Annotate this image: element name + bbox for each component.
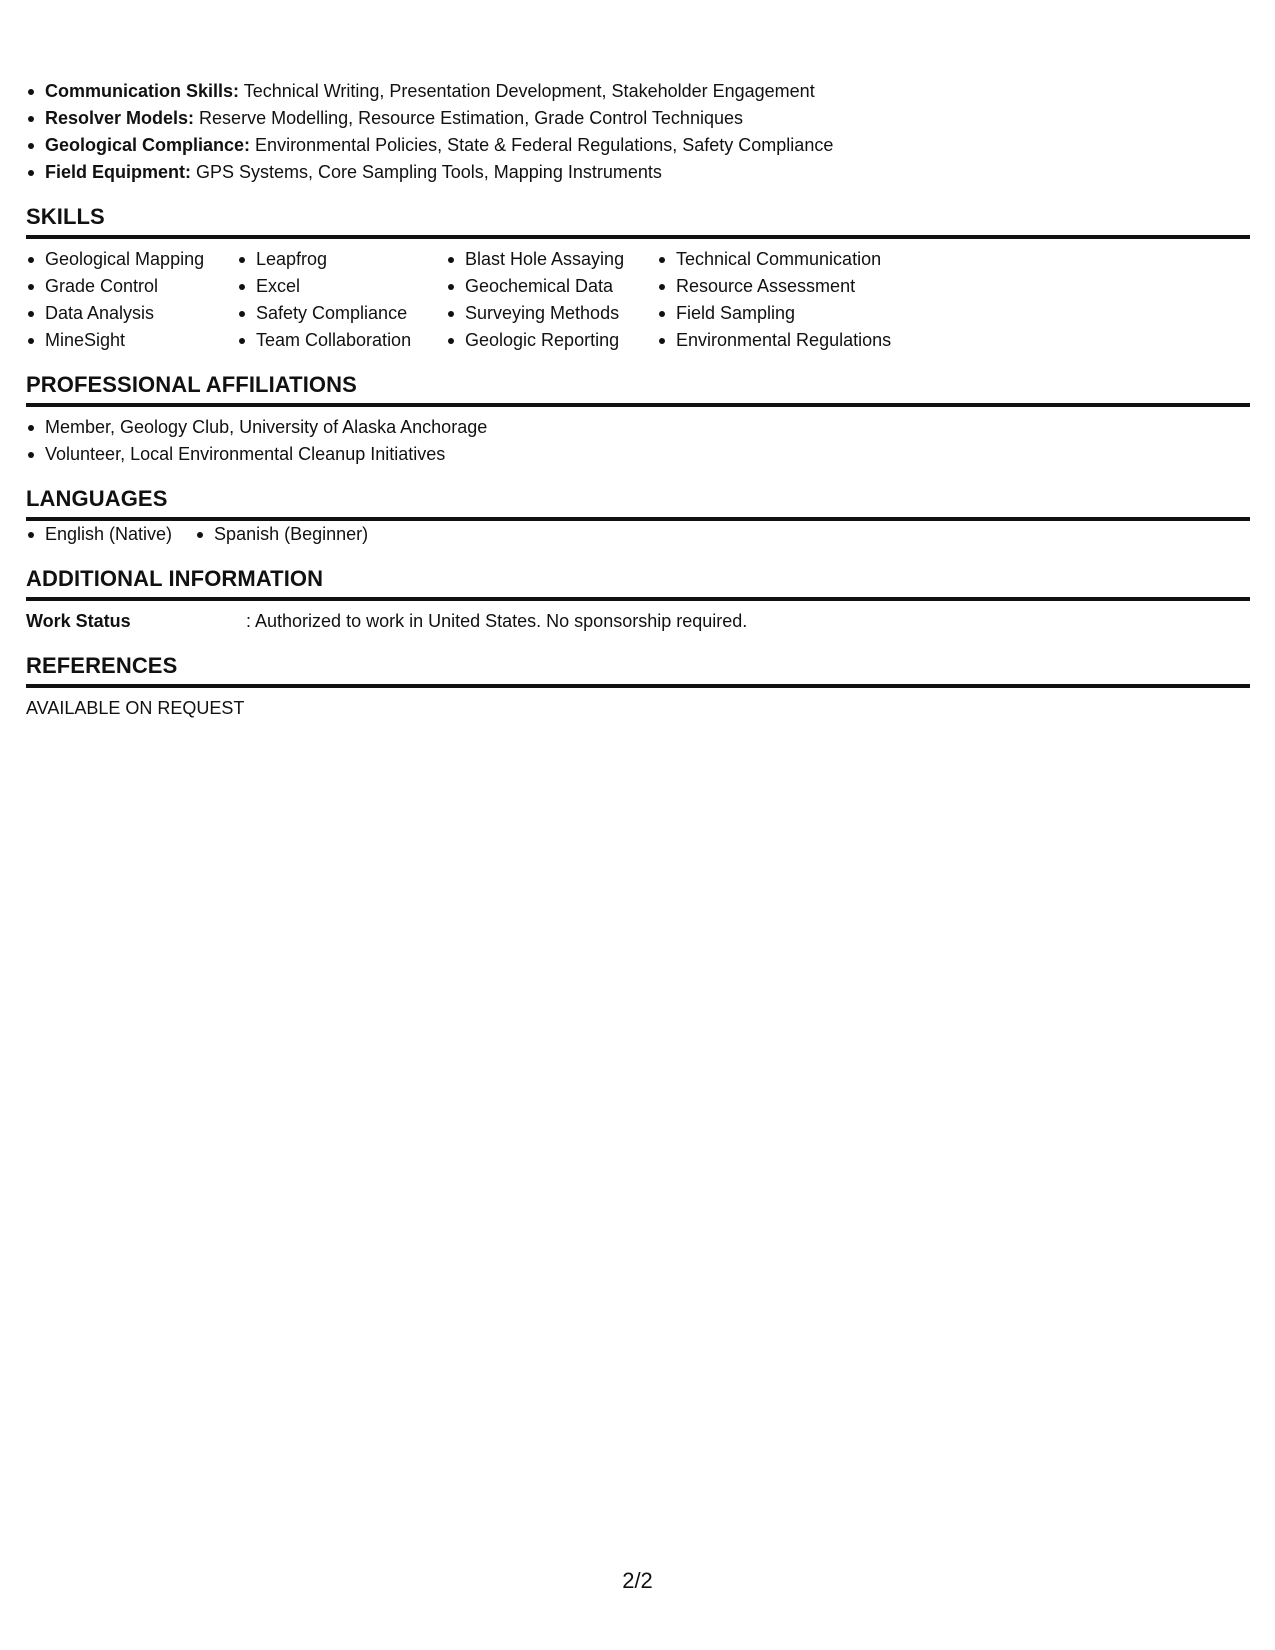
competencies-list (26, 78, 1250, 186)
skill-item: Grade Control (26, 273, 237, 300)
affiliations-heading: PROFESSIONAL AFFILIATIONS (26, 371, 1250, 407)
work-status-row (26, 608, 1250, 635)
list-item (26, 78, 1250, 105)
resume-page (26, 78, 1250, 722)
skill-item: Resource Assessment (657, 273, 917, 300)
skill-item: Safety Compliance (237, 300, 446, 327)
item-label: Field Equipment: (45, 162, 191, 182)
item-text: Environmental Policies, State & Federal Regulations, Safety Compliance (250, 135, 834, 155)
skill-item: Team Collaboration (237, 327, 446, 354)
skill-item: MineSight (26, 327, 237, 354)
languages-section (26, 485, 1250, 548)
skill-item: Leapfrog (237, 246, 446, 273)
affiliation-item: Volunteer, Local Environmental Cleanup Initiatives (26, 441, 1250, 468)
language-item: Spanish (Beginner) (195, 521, 368, 548)
references-heading: REFERENCES (26, 652, 1250, 688)
skills-column (657, 246, 917, 354)
item-label: Geological Compliance: (45, 135, 251, 155)
references-section (26, 652, 1250, 722)
skill-item: Surveying Methods (446, 300, 657, 327)
affiliations-section (26, 371, 1250, 468)
skills-column (446, 246, 657, 354)
item-text: Reserve Modelling, Resource Estimation, Grade Control Techniques (194, 108, 743, 128)
skill-item: Data Analysis (26, 300, 237, 327)
item-label: Communication Skills: (45, 81, 240, 101)
additional-info-section (26, 565, 1250, 635)
skill-item: Environmental Regulations (657, 327, 917, 354)
skills-column (26, 246, 237, 354)
work-status-label: Work Status (26, 611, 131, 631)
work-status-value: : Authorized to work in United States. No sponsorship required. (246, 611, 748, 631)
list-item (26, 159, 1250, 186)
item-label: Resolver Models: (45, 108, 195, 128)
skill-item: Technical Communication (657, 246, 917, 273)
affiliations-list (26, 414, 1250, 468)
page-number: 2/2 (622, 1568, 653, 1593)
skills-grid (26, 246, 1250, 354)
skill-item: Geological Mapping (26, 246, 237, 273)
list-item (26, 105, 1250, 132)
skill-item: Field Sampling (657, 300, 917, 327)
skills-section (26, 203, 1250, 354)
skills-heading: SKILLS (26, 203, 1250, 239)
languages-heading: LANGUAGES (26, 485, 1250, 521)
list-item (26, 132, 1250, 159)
additional-info-heading: ADDITIONAL INFORMATION (26, 565, 1250, 601)
references-text: AVAILABLE ON REQUEST (26, 698, 245, 718)
skill-item: Excel (237, 273, 446, 300)
skill-item: Geologic Reporting (446, 327, 657, 354)
skill-item: Blast Hole Assaying (446, 246, 657, 273)
skill-item: Geochemical Data (446, 273, 657, 300)
item-text: Technical Writing, Presentation Development, Stakeholder Engagement (239, 81, 815, 101)
skills-column (237, 246, 446, 354)
item-text: GPS Systems, Core Sampling Tools, Mapping Instruments (191, 162, 662, 182)
affiliation-item: Member, Geology Club, University of Alaska Anchorage (26, 414, 1250, 441)
language-item: English (Native) (26, 521, 172, 548)
languages-list (26, 521, 1250, 548)
